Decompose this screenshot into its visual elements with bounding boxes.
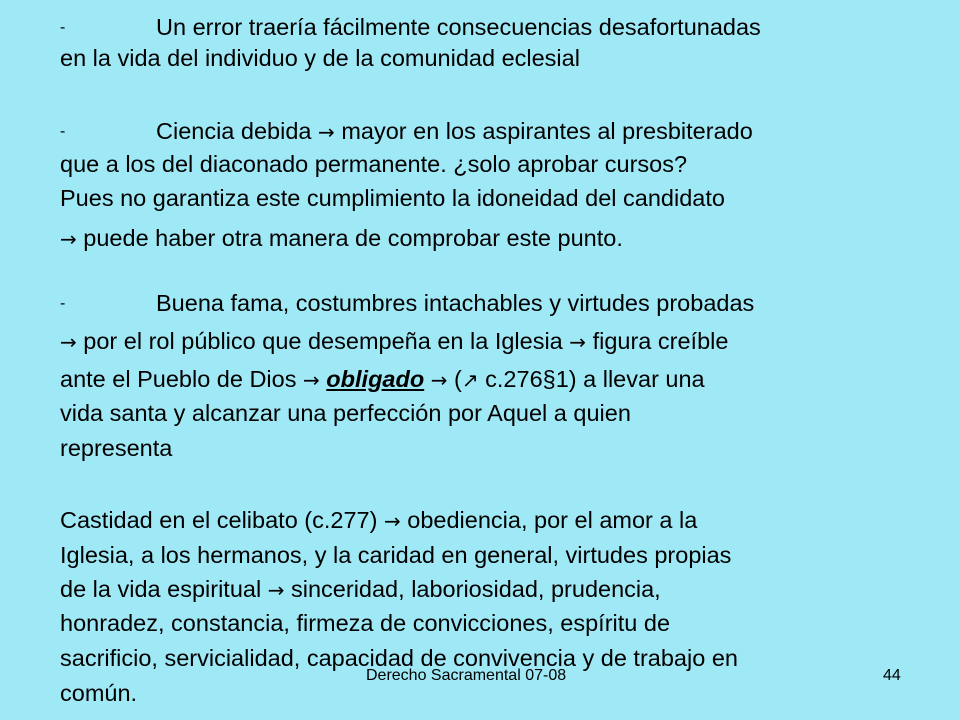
p4-line-2 [60,542,731,569]
p3-text-2c: figura creíble [592,328,729,354]
p1-line-2 [60,45,580,72]
arrow-right-icon: → [430,368,448,392]
p4-text-3b: sinceridad, laboriosidad, prudencia, [291,576,661,602]
page-number: 44 [883,667,901,684]
p4-text-6: común. [60,680,138,706]
p3-line-2 [60,328,728,356]
arrow-right-icon: → [267,578,285,602]
p3-text-4: vida santa y alcanzar una perfección por Aquel a quien [60,400,631,426]
p3-line-4 [60,400,631,427]
footer-course: Derecho Sacramental 07-08 [366,667,567,684]
p4-text-4: honradez, constancia, firmeza de convicciones, espíritu de [60,610,671,636]
p2-text-2: que a los del diaconado permanente. ¿solo aprobar cursos? [60,151,688,177]
bullet-dash: - [60,295,66,312]
p4-line-1 [60,507,697,535]
arrow-right-icon: → [569,330,587,354]
p3-text-3a: ante el Pueblo de Dios [60,366,297,392]
p2-line-2 [60,151,687,178]
p4-line-6 [60,680,137,707]
p4-line-4 [60,610,670,637]
arrow-up-right-icon: ↗ [461,368,479,392]
p1-line-1 [60,14,761,41]
p1-text-2: en la vida del individuo y de la comunidad eclesial [60,45,580,71]
p4-line-3 [60,576,661,604]
p2-line-1 [60,118,753,146]
p4-text-2: Iglesia, a los hermanos, y la caridad en general, virtudes propias [60,542,732,568]
p2-line-4 [60,225,623,253]
arrow-right-icon: → [60,227,77,251]
p2-text-4b: puede haber otra manera de comprobar este punto. [83,225,623,251]
p3-line-1 [60,290,754,317]
obligado-emphasis: obligado [326,366,425,392]
arrow-right-icon: → [383,509,401,533]
p2-text-1a: Ciencia debida [156,118,312,144]
p3-text-2b: por el rol público que desempeña en la Iglesia [83,328,563,354]
p2-text-3: Pues no garantiza este cumplimiento la idoneidad del candidato [60,185,725,211]
bullet-dash: - [60,19,66,36]
p3-text-1: Buena fama, costumbres intachables y virtudes probadas [156,290,755,316]
p4-text-1b: obediencia, por el amor a la [407,507,698,533]
p3-text-5: representa [60,435,173,461]
arrow-right-icon: → [60,330,77,354]
p2-text-1b: mayor en los aspirantes al presbiterado [341,118,753,144]
p3-text-3d: c.276§1) a llevar una [485,366,705,392]
p3-text-3c: ( [454,366,462,392]
p4-text-5: sacrificio, servicialidad, capacidad de convivencia y de trabajo en [60,645,738,671]
arrow-right-icon: → [303,368,320,392]
p4-text-3a: de la vida espiritual [60,576,262,602]
p4-text-1a: Castidad en el celibato (c.277) [60,507,378,533]
p3-line-5 [60,435,172,462]
p1-text-1: Un error traería fácilmente consecuencias desafortunadas [156,14,761,40]
bullet-dash: - [60,123,66,140]
arrow-right-icon: → [318,120,335,144]
p3-line-3 [60,366,705,394]
p2-line-3 [60,185,725,212]
